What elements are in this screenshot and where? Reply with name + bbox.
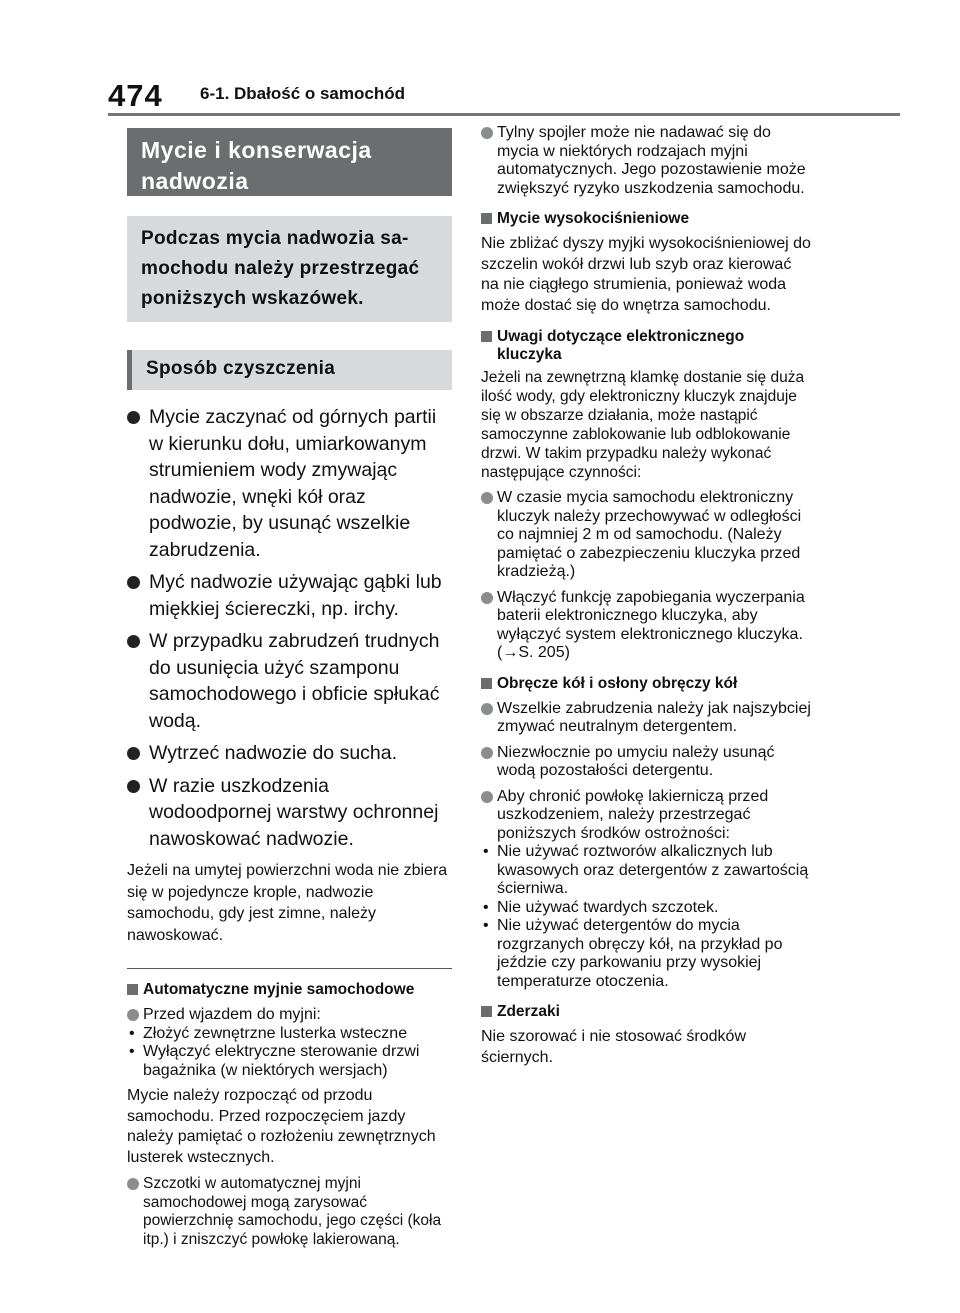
section-title: 6-1. Dbałość o samochód — [200, 84, 405, 103]
page-number: 474 — [108, 78, 163, 113]
bullet-item: • Nie używać detergentów do mycia rozgrzanych obręczy kół, na przykład po jeździe czy parkowaniu przy wysokiej temperaturze otoczenia. — [483, 917, 783, 990]
gray-dot-icon — [481, 127, 493, 139]
bullet-item: • Złożyć zewnętrzne lusterka wsteczne — [129, 1024, 408, 1042]
header-divider — [108, 113, 900, 116]
divider — [127, 968, 452, 969]
gray-dot-icon — [127, 1009, 139, 1021]
spoiler-item: Tylny spojler może nie nadawać się do mycia w niektórych rodzajach myjni automatycznych. Jego pozostawienie może zwiększyć ryzyko uszkodzenia samochodu. — [481, 124, 811, 198]
key-item: Włączyć funkcję zapobiegania wyczerpania baterii elektronicznego kluczyka, aby wyłączyć system elektronicznego kluczyka. (→S. 205) — [481, 589, 811, 663]
bullet-item: • Nie używać twardych szczotek. — [483, 898, 719, 916]
key-heading: Uwagi dotyczące elektronicznego kluczyka — [481, 328, 811, 364]
intro-line: poniższych wskazówek. — [141, 288, 364, 309]
bullet-dot-icon — [127, 576, 140, 589]
pressure-heading: Mycie wysokociśnieniowe — [481, 210, 811, 228]
wheels-item: Niezwłocznie po umyciu należy usunąć wodą pozostałości detergentu. — [481, 744, 811, 781]
chapter-title: Mycie i konserwacja nadwozia — [127, 128, 452, 196]
gray-dot-icon — [481, 492, 493, 504]
auto-wash-heading: Automatyczne myjnie samochodowe — [127, 981, 452, 999]
bumper-heading: Zderzaki — [481, 1003, 811, 1021]
square-marker-icon — [481, 331, 492, 342]
square-marker-icon — [127, 984, 138, 995]
page-header — [0, 0, 960, 120]
bullet-dot-icon — [127, 635, 140, 648]
gray-dot-icon — [481, 592, 493, 604]
list-item: Wytrzeć nadwozie do sucha. — [127, 740, 452, 767]
intro-box — [127, 216, 452, 322]
bullet-item: • Nie używać roztworów alkalicznych lub kwasowych oraz detergentów z zawartością ścierniwa. — [483, 843, 809, 897]
left-column — [127, 128, 452, 1249]
list-item: Myć nadwozie używając gąbki lub miękkiej ściereczki, np. irchy. — [127, 569, 452, 622]
gray-dot-icon — [481, 747, 493, 759]
gray-dot-icon — [127, 1178, 139, 1190]
key-paragraph: Jeżeli na zewnętrzną klamkę dostanie się duża ilość wody, gdy elektroniczny kluczyk znajduje się w obszarze działania, może nastąpić samoczynne zablokowanie lub odblokowanie drzwi. W takim przypadku należy wykonać następujące czynności: — [481, 369, 805, 481]
key-item: W czasie mycia samochodu elektroniczny kluczyk należy przechowywać w odległości co najmniej 2 m od samochodu. (Należy pamiętać o zabezpieczeniu kluczyka przed kradzieżą.) — [481, 489, 811, 582]
wheels-item: Aby chronić powłokę lakierniczą przed uszkodzeniem, należy przestrzegać poniższych środków ostrożności: — [481, 788, 811, 844]
list-item: W razie uszkodzenia wodoodpornej warstwy ochronnej nawoskować nadwozie. — [127, 773, 452, 853]
bullet-item: • Wyłączyć elektryczne sterowanie drzwi bagażnika (w niektórych wersjach) — [129, 1043, 420, 1079]
wax-note: Jeżeli na umytej powierzchni woda nie zbiera się w pojedyncze krople, nadwozie samochodu, gdy jest zimne, należy nawoskować. — [127, 862, 448, 944]
right-column — [481, 124, 811, 1068]
list-item: W przypadku zabrudzeń trudnych do usunięcia użyć szamponu samochodowego i obficie spłukać wodą. — [127, 628, 452, 734]
auto-wash-warning: Szczotki w automatycznej myjni samochodowej mogą zarysować powierzchnię samochodu, jego części (koła itp.) i zniszczyć powłokę lakierowaną. — [127, 1175, 452, 1249]
auto-wash-item: Przed wjazdem do myjni: — [127, 1006, 452, 1025]
intro-line: Podczas mycia nadwozia sa- — [141, 228, 409, 249]
intro-line: mochodu należy przestrzegać — [141, 258, 420, 279]
square-marker-icon — [481, 213, 492, 224]
bumper-paragraph: Nie szorować i nie stosować środków ściernych. — [481, 1028, 746, 1066]
wheels-item: Wszelkie zabrudzenia należy jak najszybciej zmywać neutralnym detergentem. — [481, 700, 811, 737]
wheels-heading: Obręcze kół i osłony obręczy kół — [481, 675, 811, 693]
list-item: Mycie zaczynać od górnych partii w kierunku dołu, umiarkowanym strumieniem wody zmywając nadwozie, wnęki kół oraz podwozie, by usunąć wszelkie zabrudzenia. — [127, 404, 452, 563]
auto-wash-paragraph: Mycie należy rozpocząć od przodu samochodu. Przed rozpoczęciem jazdy należy pamiętać o rozłożeniu zewnętrznych lusterek wstecznych. — [127, 1087, 436, 1166]
bullet-dot-icon — [127, 411, 140, 424]
bullet-dot-icon — [127, 780, 140, 793]
square-marker-icon — [481, 1006, 492, 1017]
pressure-paragraph: Nie zbliżać dyszy myjki wysokociśnieniowej do szczelin wokół drzwi lub szyb oraz kierować na nie ciągłego strumienia, ponieważ woda może dostać się do wnętrza samochodu. — [481, 235, 811, 314]
gray-dot-icon — [481, 791, 493, 803]
gray-dot-icon — [481, 703, 493, 715]
cleaning-list — [127, 404, 452, 852]
subhead-cleaning: Sposób czyszczenia — [127, 350, 452, 390]
square-marker-icon — [481, 678, 492, 689]
bullet-dot-icon — [127, 747, 140, 760]
